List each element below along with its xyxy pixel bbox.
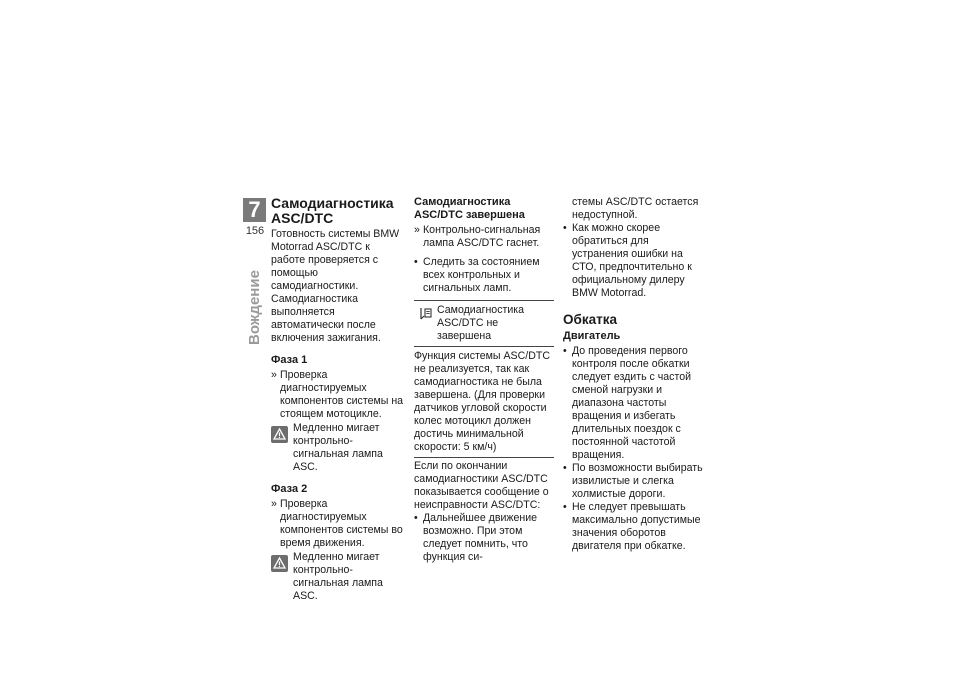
column-3: [563, 196, 706, 553]
column-1: [271, 196, 406, 603]
chapter-number: 7: [243, 198, 266, 222]
list-item: [414, 256, 554, 295]
warning-lamp-text: Медленно мигает контрольно-сигнальная лампа ASC.: [293, 551, 383, 602]
continue-driving-text: Дальнейшее движение возможно. При этом следует помнить, что функция си-: [423, 512, 538, 563]
lamp-off-text: Контрольно-сигнальная лампа ASC/DTC гаснет.: [423, 224, 541, 249]
section-title-self-diagnosis: Самодиагностика ASC/DTC: [271, 195, 394, 226]
break-in-bullet: Не следует превышать максимально допустимые значения оборотов двигателя при обкатке.: [572, 501, 701, 552]
list-item: [414, 224, 554, 250]
list-item: [563, 462, 706, 501]
check-lamps-text: Следить за состоянием всех контрольных и сигнальных ламп.: [423, 256, 540, 294]
list-item: [271, 369, 406, 421]
phase-2-text: Проверка диагностируемых компонентов системы во время движения.: [280, 498, 403, 549]
list-item: [563, 345, 706, 462]
result-marker: »: [271, 369, 277, 381]
phase-2-heading: Фаза 2: [271, 483, 308, 495]
note-body: Функция системы ASC/DTC не реализуется, так как самодиагностика не была завершена. (Для проверки датчиков угловой скорости колес мотоцикл должен достичь минимальной скорости: 5 км/ч): [414, 350, 550, 453]
column-2: [414, 196, 554, 564]
warning-lamp-text: Медленно мигает контрольно-сигнальная лампа ASC.: [293, 422, 383, 473]
page-number: 156: [245, 225, 265, 237]
note-title: Самодиагностика ASC/DTC не завершена: [437, 304, 525, 342]
self-diagnosis-complete-heading: Самодиагностика ASC/DTC завершена: [414, 196, 525, 221]
note-icon: [414, 304, 437, 343]
result-marker: »: [271, 498, 277, 510]
phase-1-heading: Фаза 1: [271, 354, 308, 366]
warning-lamp-row: [271, 551, 406, 603]
list-item-continued: [563, 196, 706, 222]
break-in-bullet: До проведения первого контроля после обкатки следует ездить с частой сменой нагрузки и диапазона частоты вращения и избегать длительных поездок с постоянной частотой вращения.: [572, 345, 692, 461]
bullet-marker: •: [414, 256, 418, 268]
bullet-marker: •: [563, 462, 567, 474]
warning-lamp-icon: [271, 555, 288, 572]
section-title-break-in: Обкатка: [563, 312, 617, 327]
result-marker: »: [414, 224, 420, 236]
warning-lamp-row: [271, 422, 406, 474]
bullet-marker: •: [563, 222, 567, 234]
bullet-marker: •: [563, 501, 567, 513]
intro-paragraph: Готовность системы BMW Motorrad ASC/DTC к работе проверяется с помощью самодиагностики. Самодиагностика выполняется автоматически после включения зажигания.: [271, 228, 400, 344]
list-item: [414, 512, 554, 564]
break-in-bullet: По возможности выбирать извилистые и слегка холмистые дороги.: [572, 462, 703, 500]
note-header: [414, 301, 554, 347]
bullet-marker: •: [414, 512, 418, 524]
chapter-side-label: Вождение: [246, 270, 263, 345]
phase-1-text: Проверка диагностируемых компонентов системы на стоящем мотоцикле.: [280, 369, 404, 420]
after-diagnosis-text: Если по окончании самодиагностики ASC/DTC показывается сообщение о неисправности ASC/DTC:: [414, 460, 549, 511]
warning-lamp-icon: [271, 426, 288, 443]
note-box: [414, 300, 554, 458]
contact-service-text: Как можно скорее обратиться для устранения ошибки на СТО, предпочтительно к официальному дилеру BMW Motorrad.: [572, 222, 692, 299]
list-item: [271, 498, 406, 550]
continued-text: стемы ASC/DTC остается недоступной.: [572, 196, 699, 221]
list-item: [563, 222, 706, 300]
list-item: [563, 501, 706, 553]
engine-subheading: Двигатель: [563, 330, 621, 342]
bullet-marker: •: [563, 345, 567, 357]
